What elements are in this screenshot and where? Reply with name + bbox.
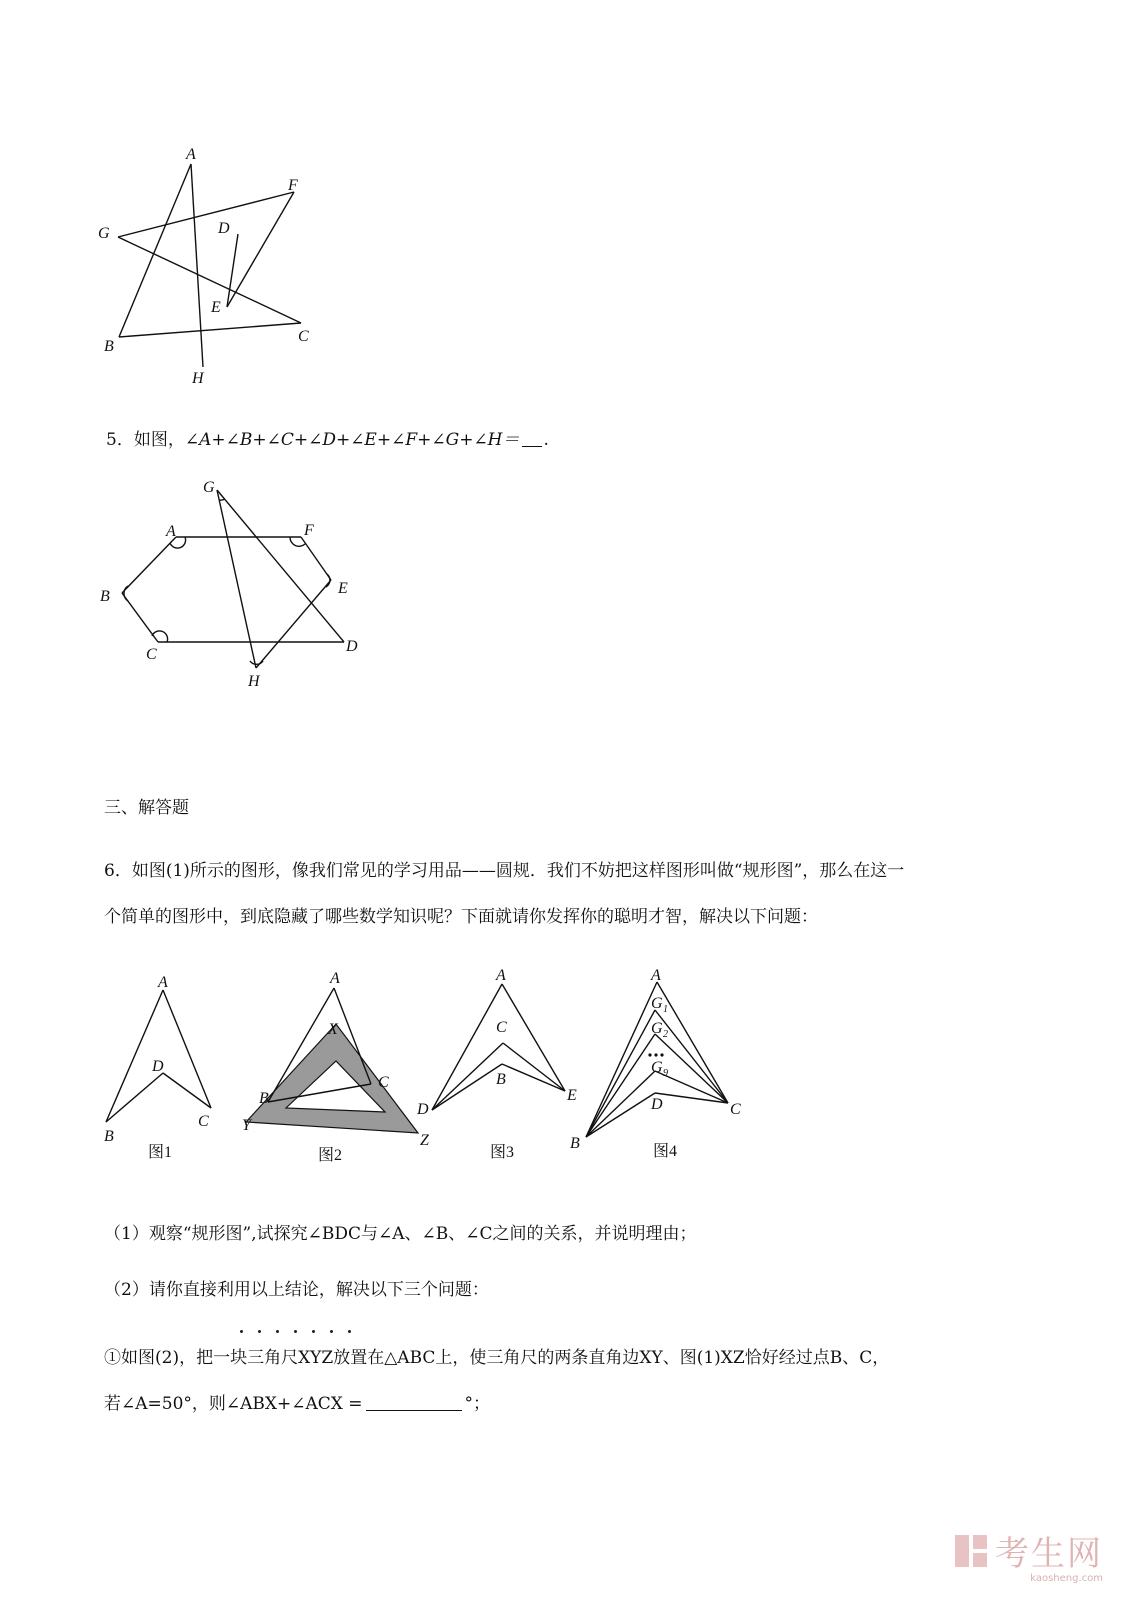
answer-blank-long [366,1394,462,1411]
fig4-label-g2: G [651,1020,663,1037]
figure-hexagon [90,470,380,700]
fig2-label-b: B [259,1090,269,1107]
line-a-h [191,164,203,367]
fig1-caption: 图1 [148,1144,173,1161]
label-d: D [218,220,230,237]
answer-blank [522,430,542,447]
label-e: E [338,580,348,597]
label-c: C [298,328,309,345]
arc-g [219,499,225,500]
label-e: E [211,299,221,316]
label-c: C [146,646,157,663]
line-e-h [256,580,331,668]
fig4-label-g1: G [651,995,663,1012]
ellipsis-dots [648,1053,663,1056]
fig4-label-g1-sub: 1 [663,1004,668,1015]
label-f: F [288,177,298,194]
label-a: A [186,146,196,163]
watermark [953,1526,1103,1584]
fig1-label-c: C [198,1113,209,1130]
fig1-label-d: D [152,1058,164,1075]
label-a: A [166,523,176,540]
fig3-caption: 图3 [490,1144,515,1161]
line-f-e [301,537,331,580]
fig4-label-a: A [651,967,661,984]
line-g-d [217,490,344,642]
line-b-c [119,323,301,337]
fig3-label-d: D [417,1101,429,1118]
label-g: G [203,479,215,496]
fig2-label-z: Z [420,1132,429,1149]
label-b: B [104,338,114,355]
fig4-label-g9-sub: 9 [663,1068,668,1079]
fig4-label-c: C [730,1101,741,1118]
part2-pre: （2）请你 [104,1280,183,1300]
part2-emphasis: 直接利用以上结论 [182,1280,319,1300]
fig2-label-a: A [330,970,340,987]
fig2-label-x: X [328,1021,338,1038]
q5-expression: ∠A+∠B+∠C+∠D+∠E+∠F+∠G+∠H＝ [184,430,520,450]
item1-line2-post: °； [464,1394,491,1414]
q6-line-1: 6．如图(1)所示的图形，像我们常见的学习用品——圆规．我们不妨把这样图形叫做“规形图”，那么在这一 [104,861,905,881]
q6-figures [90,960,790,1170]
question-5 [106,428,549,452]
line-f-e [227,192,294,307]
section-heading: 三、解答题 [104,798,189,818]
fig2-caption: 图2 [318,1147,343,1164]
q6-item-1-line-1: ①如图(2)，把一块三角尺XYZ放置在△ABC上，使三角尺的两条直角边XY、图(1)XZ恰好经过点B、C， [104,1348,890,1368]
fig4-label-d: D [651,1096,663,1113]
watermark-brand: 考生网 [995,1534,1103,1574]
set-square [246,1024,418,1133]
line-g-f [118,192,294,237]
fig4-caption: 图4 [653,1143,678,1160]
fig3-label-c: C [496,1019,507,1036]
fig2-label-c: C [378,1074,389,1091]
label-h: H [192,370,204,387]
fig2-label-y: Y [242,1117,251,1134]
fig1-label-a: A [158,974,168,991]
line-e-d [227,234,238,307]
watermark-logo-icon [953,1531,989,1571]
fig4-label-g9: G [651,1059,663,1076]
label-b: B [100,588,110,605]
q6-part-2 [104,1278,489,1302]
fig3-label-e: E [567,1087,577,1104]
label-d: D [346,638,358,655]
label-f: F [304,522,314,539]
line-g-c [118,237,301,323]
q6-part-1: （1）观察“规形图”,试探究∠BDC与∠A、∠B、∠C之间的关系，并说明理由； [104,1224,697,1244]
item1-line2-pre: 若∠A=50°，则∠ABX+∠ACX = [104,1394,363,1414]
label-g: G [98,225,110,242]
fig-3-lines [432,984,565,1110]
line-a-b [122,537,176,593]
fig3-label-b: B [496,1071,506,1088]
fig-1-lines [106,990,211,1122]
line-a-b [119,164,191,337]
fig1-label-b: B [104,1128,114,1145]
q5-suffix: . [543,430,549,450]
figure-star [90,140,350,400]
line-g-h [217,490,256,668]
fig4-label-g2-sub: 2 [663,1029,668,1040]
q5-prefix: 5．如图， [106,430,185,450]
watermark-url: kaosheng.com [1030,1573,1103,1584]
label-h: H [248,673,260,690]
q6-item-1-line-2 [104,1392,490,1416]
q6-line-2: 个简单的图形中，到底隐藏了哪些数学知识呢？下面就请你发挥你的聪明才智，解决以下问题： [104,907,818,927]
part2-post: ，解决以下三个问题： [318,1280,489,1300]
fig4-label-b: B [570,1135,580,1152]
fig3-label-a: A [496,967,506,984]
